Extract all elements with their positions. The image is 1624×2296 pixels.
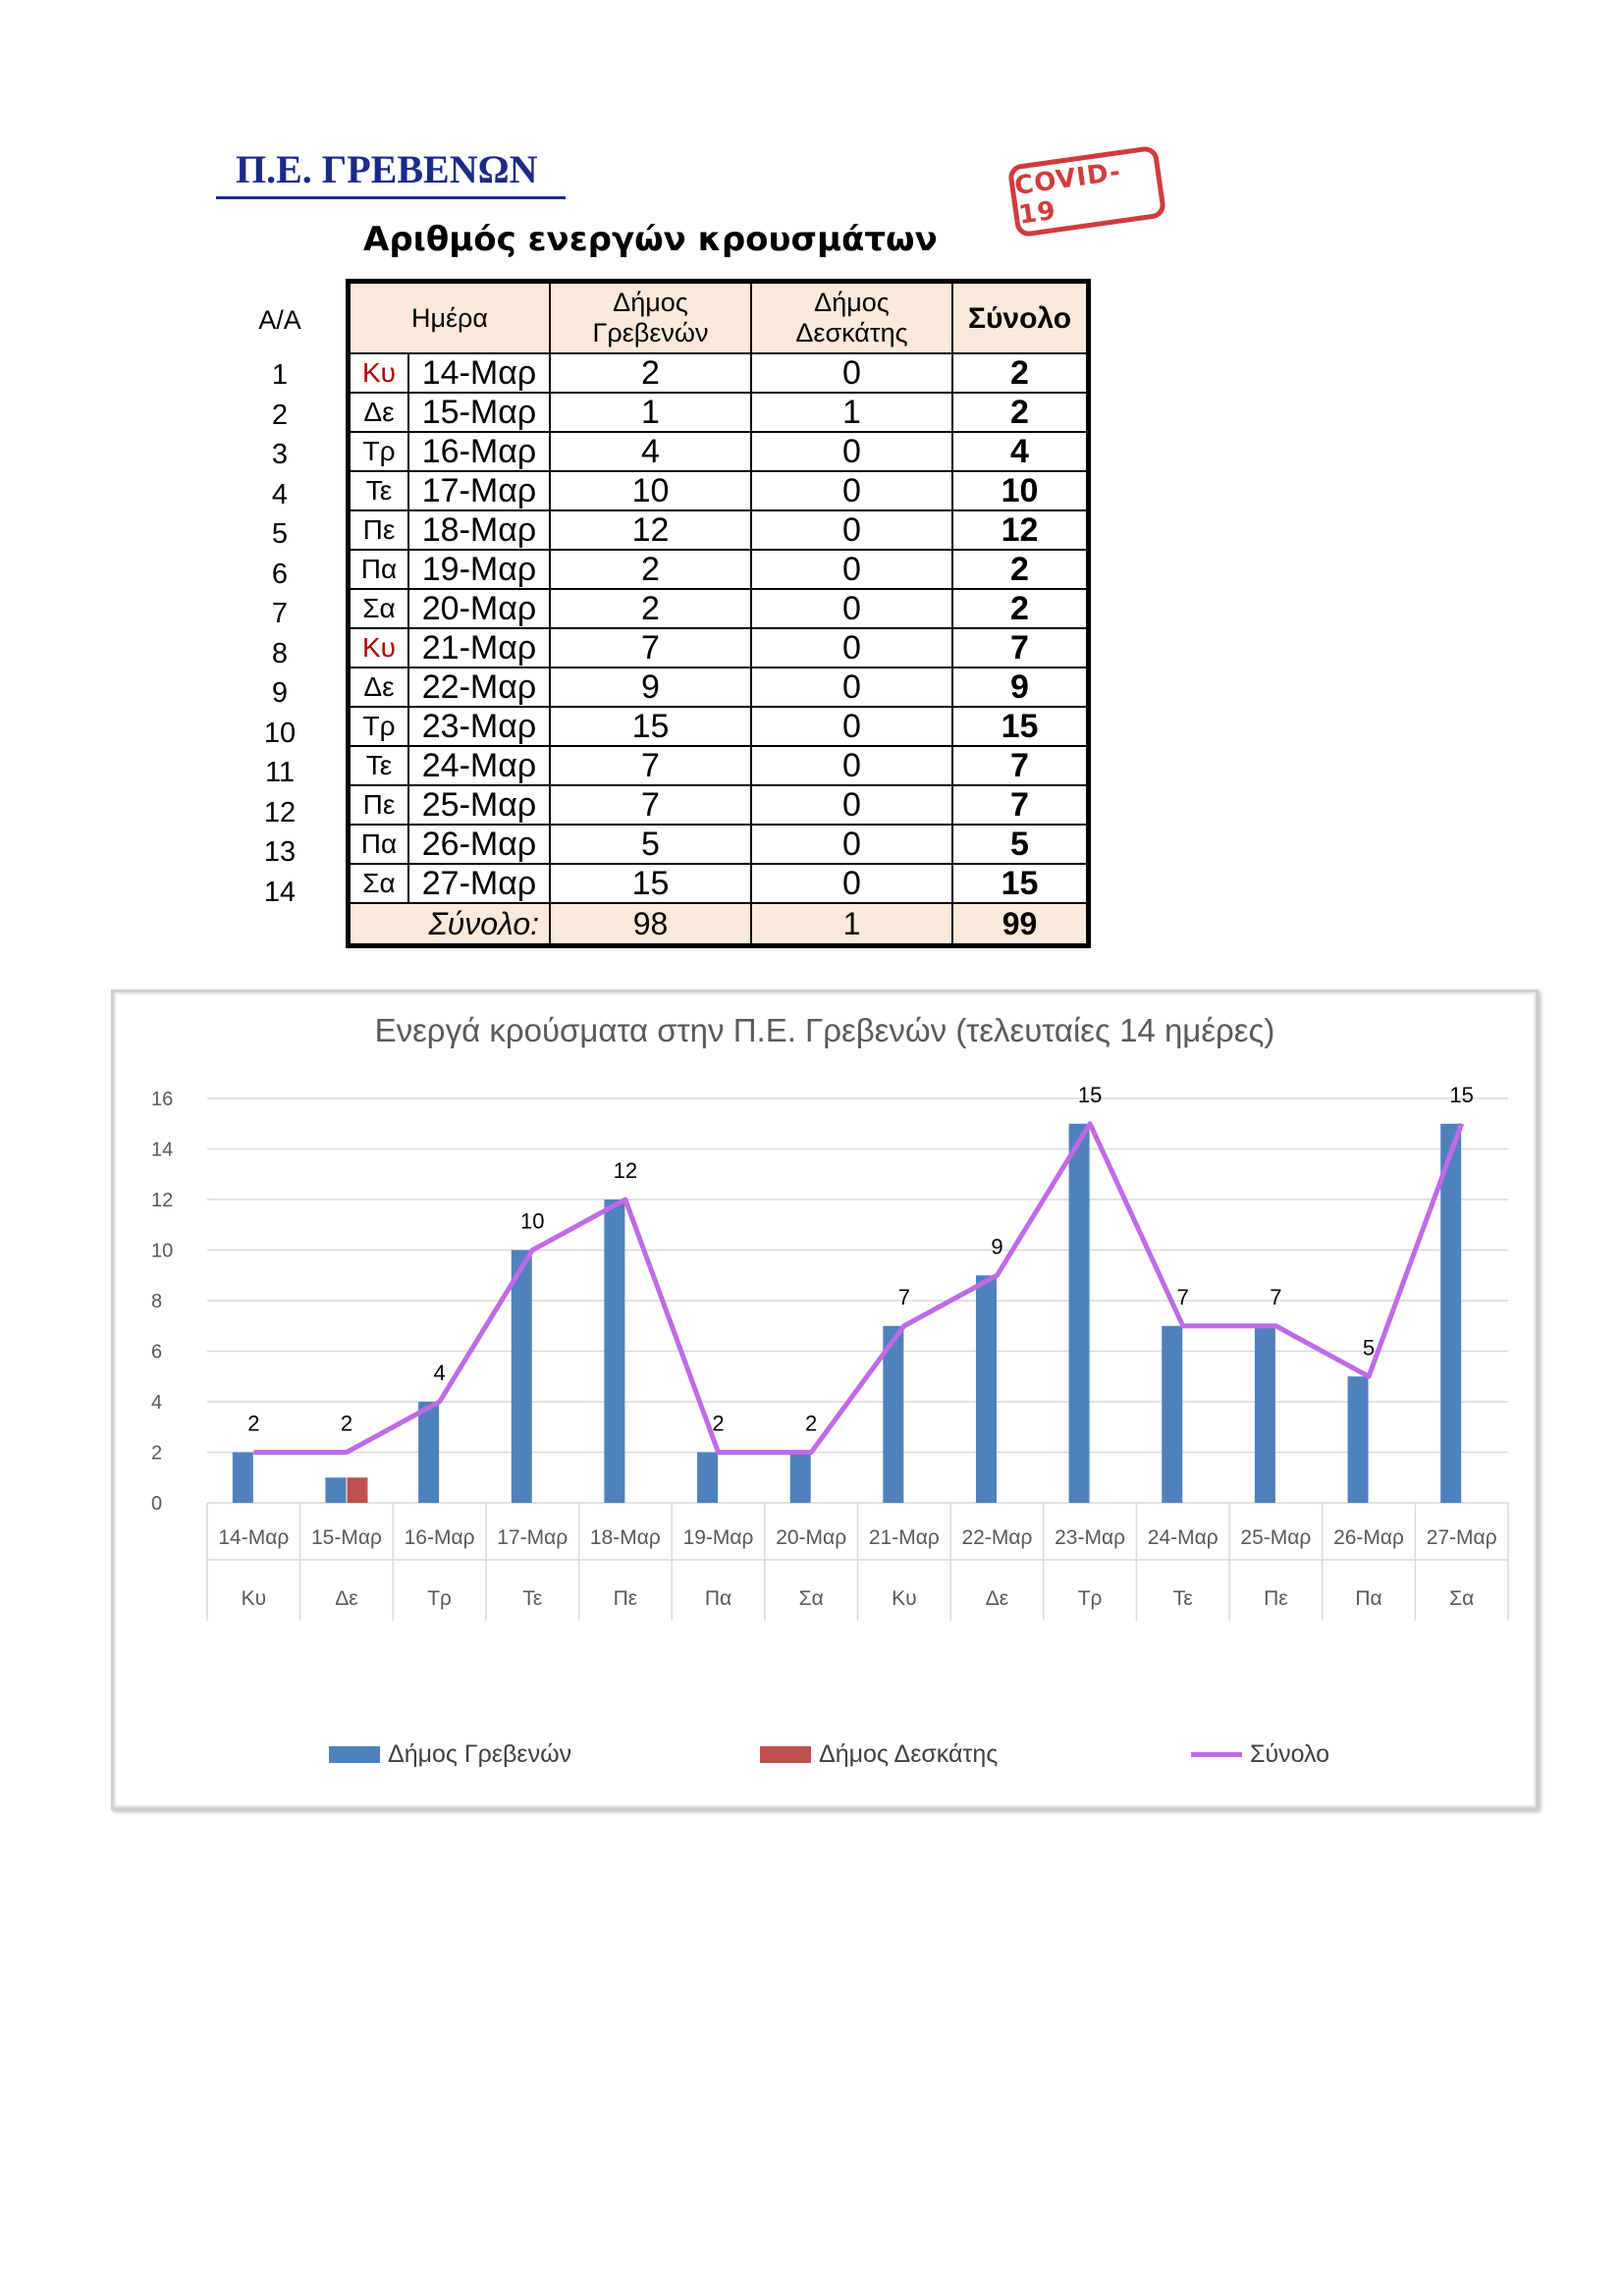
grevena-header — [550, 282, 751, 354]
x-subcategory-label: Κυ — [892, 1587, 917, 1610]
table-row — [349, 550, 1089, 589]
data-label: 7 — [897, 1284, 910, 1309]
aa-cell: 2 — [271, 399, 289, 431]
data-label: 2 — [712, 1411, 725, 1436]
date-cell: 23-Μαρ — [408, 707, 550, 746]
table-row — [349, 825, 1089, 864]
x-subcategory-label: Σα — [1449, 1587, 1475, 1610]
data-label: 2 — [247, 1411, 260, 1436]
data-label: 2 — [340, 1411, 353, 1436]
x-tick-label: 24-Μαρ — [1147, 1526, 1218, 1549]
x-subcategory-label: Πε — [1264, 1587, 1288, 1610]
table-row — [349, 471, 1089, 510]
deskati-cell: 0 — [751, 628, 952, 667]
date-cell: 17-Μαρ — [408, 471, 550, 510]
bar-deskati — [347, 1477, 367, 1503]
table-row — [349, 510, 1089, 550]
legend-item-grevena — [329, 1740, 571, 1769]
total-cell: 2 — [952, 550, 1089, 589]
x-subcategory-label: Πε — [613, 1587, 638, 1610]
legend-swatch-grevena — [329, 1746, 380, 1763]
cases-chart — [114, 992, 1536, 1807]
table-row — [349, 746, 1089, 785]
bar-grevena — [233, 1453, 253, 1504]
grevena-cell: 15 — [550, 864, 751, 903]
day-cell: Πε — [349, 510, 409, 550]
day-cell: Σα — [349, 589, 409, 628]
x-tick-label: 19-Μαρ — [682, 1526, 754, 1549]
y-tick-label: 14 — [151, 1139, 174, 1161]
data-label: 5 — [1362, 1335, 1376, 1361]
day-cell: Κυ — [349, 628, 409, 667]
chart-frame — [111, 989, 1539, 1810]
total-cell: 15 — [952, 707, 1089, 746]
bar-grevena — [512, 1251, 532, 1504]
totals-grevena: 98 — [550, 903, 751, 946]
data-label: 15 — [1449, 1082, 1474, 1107]
aa-cell: 6 — [271, 558, 289, 590]
date-cell: 27-Μαρ — [408, 864, 550, 903]
deskati-cell: 0 — [751, 667, 952, 707]
bar-grevena — [325, 1477, 346, 1503]
grevena-cell: 2 — [550, 589, 751, 628]
totals-total: 99 — [952, 903, 1089, 946]
legend-label-deskati: Δήμος Δεσκάτης — [819, 1740, 999, 1768]
bar-grevena — [1069, 1124, 1090, 1503]
day-cell: Κυ — [349, 353, 409, 393]
bar-grevena — [976, 1275, 997, 1503]
grevena-cell: 9 — [550, 667, 751, 707]
date-cell: 25-Μαρ — [408, 785, 550, 825]
total-cell: 4 — [952, 432, 1089, 471]
aa-cell: 8 — [271, 637, 289, 669]
deskati-cell: 0 — [751, 471, 952, 510]
total-cell: 2 — [952, 393, 1089, 432]
deskati-cell: 0 — [751, 825, 952, 864]
x-subcategory-label: Τε — [1172, 1587, 1193, 1610]
date-cell: 26-Μαρ — [408, 825, 550, 864]
grevena-cell: 2 — [550, 550, 751, 589]
date-cell: 21-Μαρ — [408, 628, 550, 667]
totals-label: Σύνολο: — [349, 903, 551, 946]
x-tick-label: 26-Μαρ — [1333, 1526, 1405, 1549]
x-tick-label: 21-Μαρ — [868, 1526, 940, 1549]
deskati-cell: 0 — [751, 432, 952, 471]
legend-label-grevena: Δήμος Γρεβενών — [388, 1740, 572, 1768]
deskati-cell: 0 — [751, 785, 952, 825]
x-tick-label: 17-Μαρ — [497, 1526, 568, 1549]
aa-cell: 7 — [271, 598, 289, 629]
day-cell: Πα — [349, 550, 409, 589]
chart-legend — [114, 1740, 1536, 1770]
legend-label-total: Σύνολο — [1250, 1740, 1330, 1768]
data-label: 9 — [991, 1234, 1003, 1259]
table-row — [349, 785, 1089, 825]
x-tick-label: 18-Μαρ — [589, 1526, 661, 1549]
table-body — [349, 353, 1089, 946]
x-subcategory-label: Τε — [522, 1587, 543, 1610]
total-cell: 2 — [952, 353, 1089, 393]
date-cell: 20-Μαρ — [408, 589, 550, 628]
bar-grevena — [790, 1453, 811, 1504]
x-tick-label: 14-Μαρ — [218, 1526, 290, 1549]
table-row — [349, 353, 1089, 393]
total-cell: 7 — [952, 746, 1089, 785]
data-label: 7 — [1270, 1284, 1282, 1309]
table-row — [349, 864, 1089, 903]
aa-cell: 9 — [271, 677, 289, 709]
aa-column — [226, 285, 334, 912]
legend-item-deskati — [760, 1740, 998, 1769]
grevena-cell: 12 — [550, 510, 751, 550]
y-tick-label: 4 — [151, 1392, 163, 1414]
y-tick-label: 2 — [151, 1442, 163, 1465]
aa-cell: 10 — [263, 717, 297, 749]
x-subcategory-label: Σα — [798, 1587, 824, 1610]
x-tick-label: 23-Μαρ — [1055, 1526, 1126, 1549]
table-row — [349, 432, 1089, 471]
total-cell: 10 — [952, 471, 1089, 510]
legend-swatch-total — [1191, 1752, 1242, 1757]
grevena-cell: 5 — [550, 825, 751, 864]
aa-cell: 1 — [271, 359, 289, 391]
data-label: 10 — [520, 1208, 545, 1234]
deskati-cell: 1 — [751, 393, 952, 432]
table-title: Αριθμός ενεργών κρουσμάτων — [363, 220, 938, 259]
grevena-cell: 15 — [550, 707, 751, 746]
x-subcategory-label: Πα — [1355, 1587, 1382, 1610]
table-row — [349, 628, 1089, 667]
date-cell: 19-Μαρ — [408, 550, 550, 589]
bar-grevena — [418, 1402, 439, 1503]
x-tick-label: 16-Μαρ — [404, 1526, 475, 1549]
bar-grevena — [604, 1200, 624, 1503]
totals-row — [349, 903, 1089, 946]
date-cell: 14-Μαρ — [408, 353, 550, 393]
day-cell: Τρ — [349, 432, 409, 471]
y-tick-label: 8 — [151, 1291, 163, 1312]
x-subcategory-label: Δε — [335, 1587, 358, 1610]
x-subcategory-label: Τρ — [427, 1587, 452, 1610]
total-cell: 2 — [952, 589, 1089, 628]
bar-grevena — [1440, 1124, 1461, 1503]
legend-item-total — [1191, 1740, 1329, 1769]
grevena-cell: 7 — [550, 746, 751, 785]
x-subcategory-label: Τρ — [1077, 1587, 1103, 1610]
total-cell: 5 — [952, 825, 1089, 864]
data-label: 7 — [1176, 1284, 1189, 1309]
bar-grevena — [1348, 1376, 1369, 1503]
totals-deskati: 1 — [751, 903, 952, 946]
date-cell: 22-Μαρ — [408, 667, 550, 707]
total-cell: 12 — [952, 510, 1089, 550]
grevena-cell: 4 — [550, 432, 751, 471]
covid-stamp: COVID-19 — [1007, 145, 1167, 239]
deskati-cell: 0 — [751, 510, 952, 550]
data-label: 15 — [1077, 1082, 1103, 1107]
total-header: Σύνολο — [952, 282, 1089, 354]
aa-cell: 4 — [271, 478, 289, 510]
x-tick-label: 15-Μαρ — [310, 1526, 382, 1549]
table-row — [349, 707, 1089, 746]
chart-title: Ενεργά κρούσματα στην Π.Ε. Γρεβενών (τελευταίες 14 ημέρες) — [374, 1012, 1275, 1048]
aa-cell: 3 — [271, 439, 289, 470]
date-cell: 24-Μαρ — [408, 746, 550, 785]
table-row — [349, 393, 1089, 432]
grevena-header-line2: Γρεβενών — [592, 318, 709, 347]
data-label: 4 — [433, 1361, 446, 1385]
legend-swatch-deskati — [760, 1746, 811, 1763]
day-cell: Τε — [349, 471, 409, 510]
x-subcategory-label: Δε — [985, 1587, 1009, 1610]
bar-grevena — [697, 1453, 718, 1504]
aa-cell: 12 — [263, 796, 297, 828]
table-row — [349, 589, 1089, 628]
date-cell: 16-Μαρ — [408, 432, 550, 471]
y-tick-label: 12 — [151, 1190, 174, 1211]
aa-cell: 13 — [263, 836, 297, 868]
deskati-header-line2: Δεσκάτης — [795, 318, 908, 347]
date-cell: 15-Μαρ — [408, 393, 550, 432]
day-cell: Σα — [349, 864, 409, 903]
region-title: Π.Ε. ΓΡΕΒΕΝΩΝ — [216, 147, 566, 199]
table-row — [349, 667, 1089, 707]
day-cell: Πε — [349, 785, 409, 825]
x-tick-label: 27-Μαρ — [1426, 1526, 1497, 1549]
day-cell: Δε — [349, 667, 409, 707]
day-header: Ημέρα — [349, 282, 551, 354]
day-cell: Πα — [349, 825, 409, 864]
bar-grevena — [1162, 1326, 1182, 1503]
x-subcategory-label: Πα — [704, 1587, 732, 1610]
deskati-cell: 0 — [751, 589, 952, 628]
cases-table — [346, 279, 1091, 948]
grevena-cell: 2 — [550, 353, 751, 393]
deskati-cell: 0 — [751, 707, 952, 746]
deskati-cell: 0 — [751, 864, 952, 903]
y-tick-label: 6 — [151, 1341, 163, 1363]
total-cell: 7 — [952, 785, 1089, 825]
grevena-header-line1: Δήμος — [613, 288, 688, 317]
aa-cell: 11 — [264, 757, 296, 788]
x-subcategory-label: Κυ — [241, 1587, 267, 1610]
y-tick-label: 16 — [151, 1089, 174, 1110]
day-cell: Δε — [349, 393, 409, 432]
total-cell: 9 — [952, 667, 1089, 707]
date-cell: 18-Μαρ — [408, 510, 550, 550]
deskati-cell: 0 — [751, 353, 952, 393]
aa-cell: 14 — [263, 876, 297, 908]
x-tick-label: 25-Μαρ — [1240, 1526, 1312, 1549]
x-tick-label: 22-Μαρ — [961, 1526, 1033, 1549]
grevena-cell: 7 — [550, 785, 751, 825]
data-label: 12 — [613, 1158, 638, 1183]
deskati-cell: 0 — [751, 746, 952, 785]
table-header-row — [349, 282, 1089, 354]
total-cell: 7 — [952, 628, 1089, 667]
deskati-header — [751, 282, 952, 354]
deskati-header-line1: Δήμος — [814, 288, 890, 317]
deskati-cell: 0 — [751, 550, 952, 589]
day-cell: Τε — [349, 746, 409, 785]
grevena-cell: 10 — [550, 471, 751, 510]
grevena-cell: 7 — [550, 628, 751, 667]
aa-header: Α/Α — [258, 305, 301, 335]
bar-grevena — [1255, 1326, 1275, 1503]
y-tick-label: 0 — [151, 1493, 163, 1515]
day-cell: Τρ — [349, 707, 409, 746]
data-label: 2 — [805, 1411, 818, 1436]
total-cell: 15 — [952, 864, 1089, 903]
aa-cell: 5 — [271, 518, 289, 550]
x-tick-label: 20-Μαρ — [776, 1526, 847, 1549]
y-tick-label: 10 — [151, 1240, 174, 1262]
grevena-cell: 1 — [550, 393, 751, 432]
